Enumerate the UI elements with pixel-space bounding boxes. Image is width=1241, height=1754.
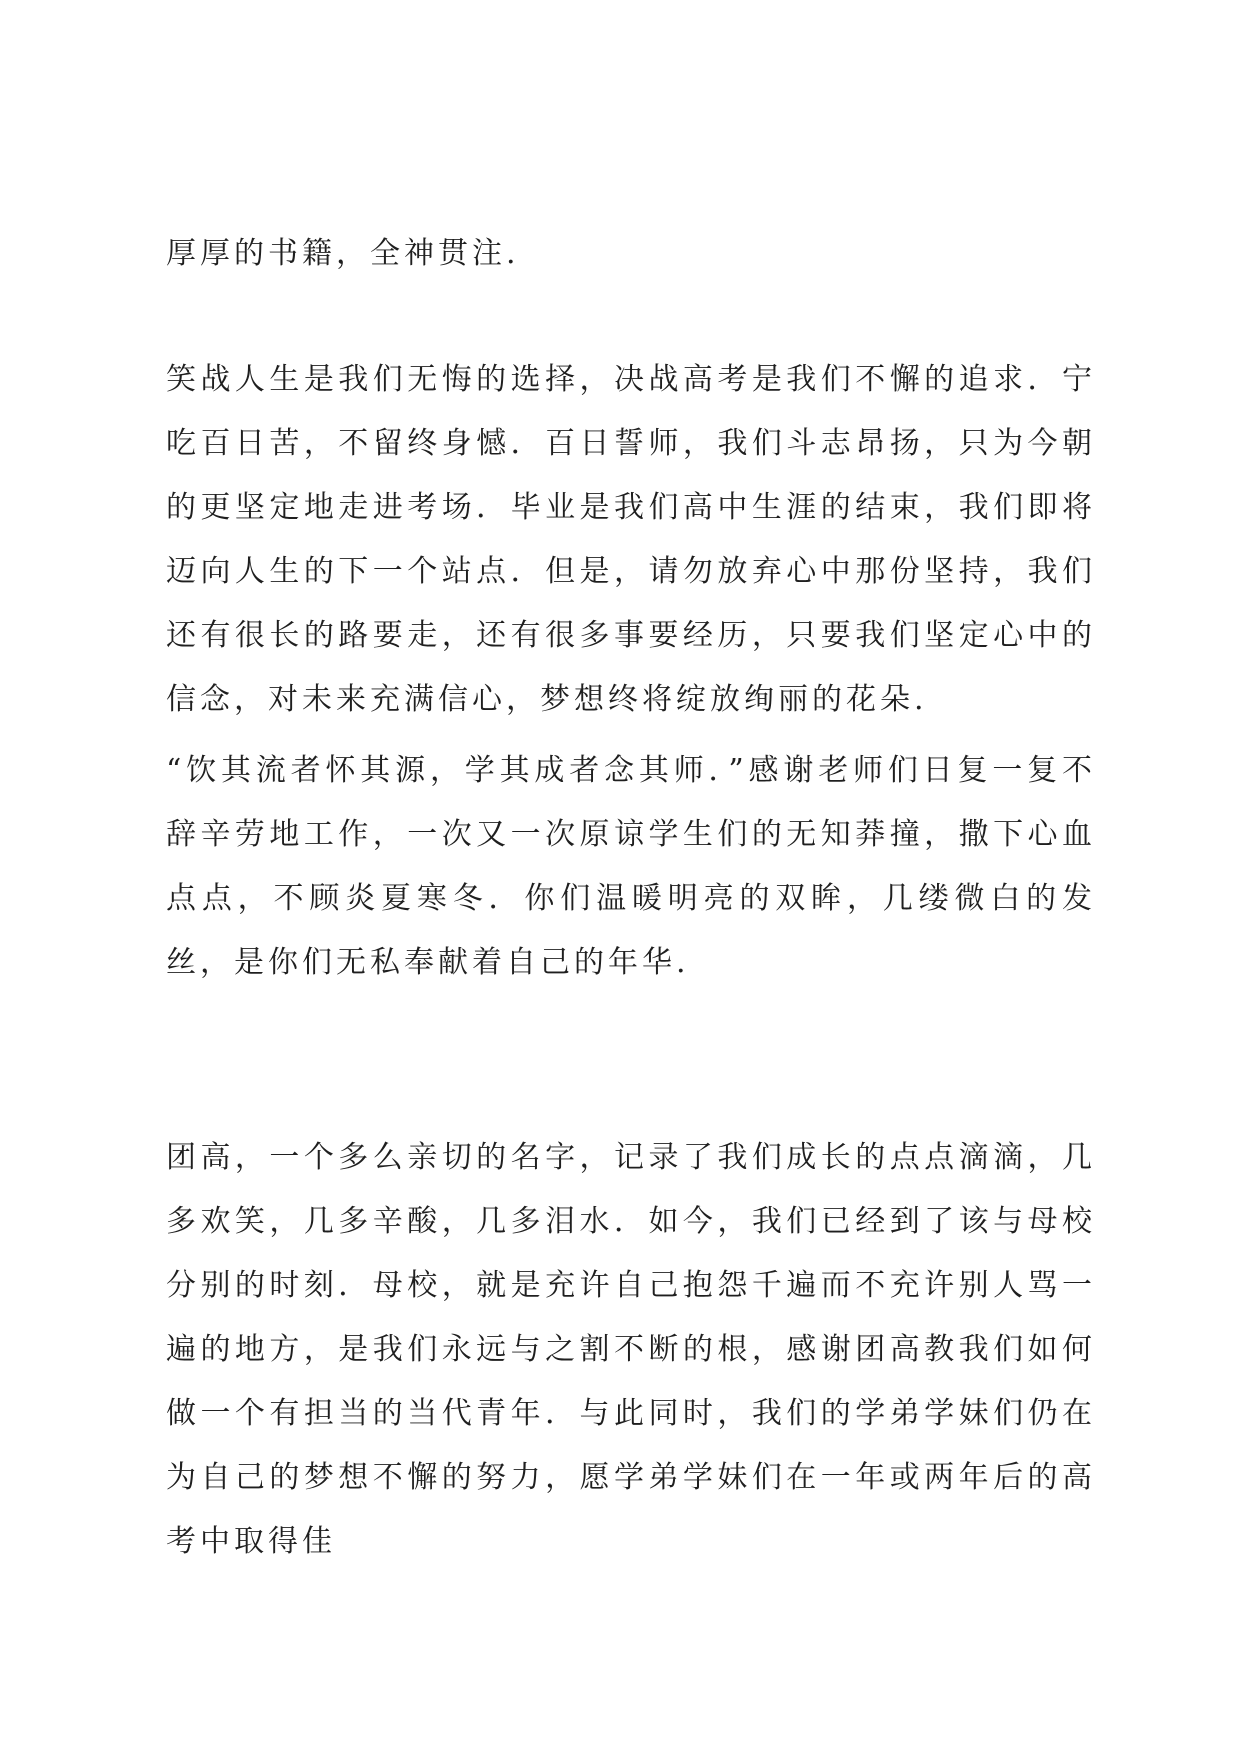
paragraph-4: 团高，一个多么亲切的名字，记录了我们成长的点点滴滴，几多欢笑，几多辛酸，几多泪水．如今，我们已经到了该与母校分别的时刻．母校，就是充许自己抱怨千遍而不充许别人骂一遍的地方，是我们永远与之割不断的根，感谢团高教我们如何做一个有担当的当代青年．与此同时，我们的学弟学妹们仍在为自己的梦想不懈的努力，愿学弟学妹们在一年或两年后的高考中取得佳 <box>166 1140 1096 1559</box>
paragraph-1: 厚厚的书籍，全神贯注. <box>166 236 520 271</box>
paragraph-3: “饮其流者怀其源，学其成者念其师．”感谢老师们日复一复不辞辛劳地工作，一次又一次原谅学生们的无知莽撞，撒下心血点点，不顾炎夏寒冬．你们温暖明亮的双眸，几缕微白的发丝，是你们无私奉献着自己的年华. <box>166 753 1096 980</box>
paragraph-2: 笑战人生是我们无悔的选择，决战高考是我们不懈的追求．宁吃百日苦，不留终身憾．百日誓师，我们斗志昂扬，只为今朝的更坚定地走进考场．毕业是我们高中生涯的结束，我们即将迈向人生的下一个站点．但是，请勿放弃心中那份坚持，我们还有很长的路要走，还有很多事要经历，只要我们坚定心中的信念，对未来充满信心，梦想终将绽放绚丽的花朵. <box>166 362 1096 717</box>
